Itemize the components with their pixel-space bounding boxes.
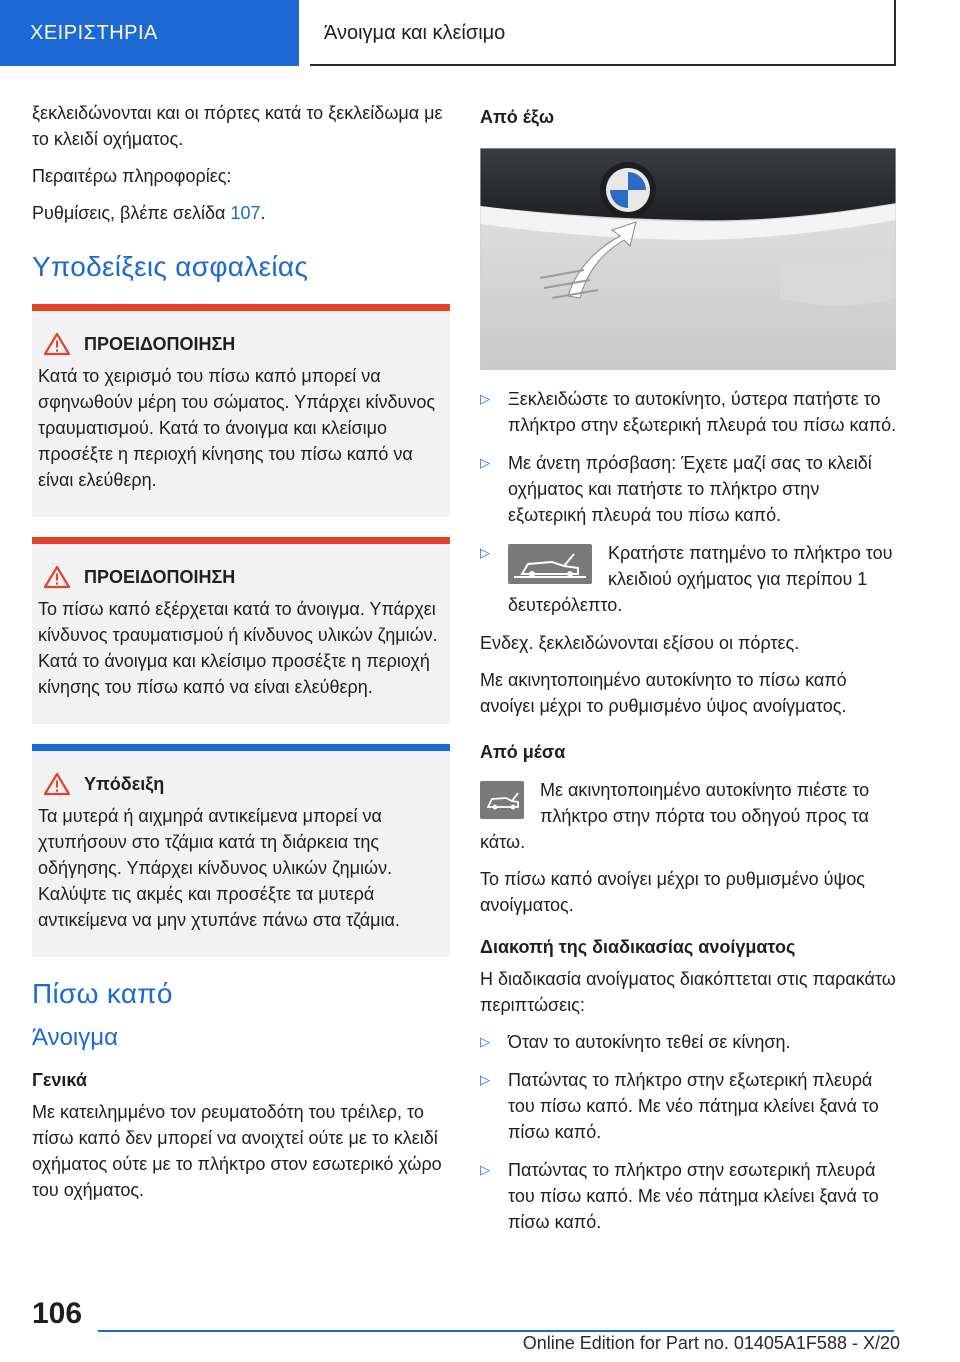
car-trunk-key-icon [508,544,592,584]
warning-bar [32,537,450,544]
bullet-triangle-icon: ▷ [480,455,490,470]
interrupt-list [480,1029,900,1235]
warning-triangle-icon [44,772,70,796]
warning-triangle-icon [44,565,70,589]
warning-text: Κατά το χειρισμό του πίσω καπό μπορεί να σφηνωθούν μέρη του σώματος. Υπάρχει κίνδυνος τραυματισμού. Κατά το άνοιγμα και κλείσιμο προσέξτε η περιοχή κίνησης του πίσω καπό να είναι ελεύθερη. [38,366,436,490]
trunk-heading: Πίσω καπό [32,978,173,1009]
note-bar [32,744,450,751]
outside-heading: Από έξω [480,107,555,127]
page-number: 106 [32,1297,83,1330]
settings-reference-text: Ρυθμίσεις, βλέπε σελίδα [32,203,226,223]
opens-note: Το πίσω καπό ανοίγει μέχρι το ρυθμισμένο ύψος ανοίγματος. [480,869,865,915]
warning-title: ΠΡΟΕΙΔΟΠΟΙΗΣΗ [84,567,236,587]
warning-text: Το πίσω καπό εξέρχεται κατά το άνοιγμα. Υπάρχει κίνδυνος τραυματισμού ή κίνδυνος υλικών ζημιών. Κατά το άνοιγμα και κλείσιμο προσέξτε η περιοχή κίνησης του πίσω καπό να είναι ελεύθερη. [38,599,438,697]
general-text: Με κατειλημμένο τον ρευματοδότη του τρέιλερ, το πίσω καπό δεν μπορεί να ανοιχτεί ούτε με το κλειδί οχήματος ούτε με το πλήκτρο στον εσωτερικό χώρο του οχήματος. [32,1102,442,1200]
note-title: Υπόδειξη [84,774,165,794]
list-item: ▷ Όταν το αυτοκίνητο τεθεί σε κίνηση. [480,1029,900,1055]
list-item: ▷ Ξεκλειδώστε το αυτοκίνητο, ύστερα πατήστε το πλήκτρο στην εξωτερική πλευρά του πίσω καπό. [480,386,900,438]
note-box [32,744,450,957]
bullet-triangle-icon: ▷ [480,1034,490,1049]
settings-reference-end: . [260,203,266,223]
list-item: ▷ Πατώντας το πλήκτρο στην εξωτερική πλευρά του πίσω καπό. Με νέο πάτημα κλείνει ξανά το πίσω καπό. [480,1067,900,1145]
edition-info: Online Edition for Part no. 01405A1F588 - X/20 [522,1333,900,1353]
list-item: ▷ Με άνετη πρόσβαση: Έχετε μαζί σας το κλειδί οχήματος και πατήστε το πλήκτρο στην εξωτερική πλευρά του πίσω καπό. [480,450,900,528]
warning-bar [32,304,450,311]
doors-note: Ενδεχ. ξεκλειδώνονται εξίσου οι πόρτες. [480,633,800,653]
bullet-triangle-icon: ▷ [480,391,490,406]
safety-heading: Υποδείξεις ασφαλείας [32,251,309,282]
page-link[interactable]: 107 [230,203,261,223]
general-heading: Γενικά [32,1070,87,1090]
warning-box-2 [32,537,450,724]
car-trunk-button-icon [480,781,524,819]
chapter-title: Άνοιγμα και κλείσιμο [310,0,896,66]
more-info-label: Περαιτέρω πληροφορίες: [32,166,232,186]
bullet-triangle-icon: ▷ [480,1072,490,1087]
immobile-note: Με ακινητοποιημένο αυτοκίνητο το πίσω καπό ανοίγει μέχρι το ρυθμισμένο ύψος ανοίγματος. [480,670,847,716]
inside-paragraph: Με ακινητοποιημένο αυτοκίνητο πιέστε το πλήκτρο στην πόρτα του οδηγού προς τα κάτω. [480,780,870,852]
warning-title: ΠΡΟΕΙΔΟΠΟΙΗΣΗ [84,334,236,354]
right-column [480,100,900,1247]
section-tab: ΧΕΙΡΙΣΤΗΡΙΑ [0,0,299,66]
bullet-triangle-icon: ▷ [480,545,490,560]
trunk-button-photo [480,148,896,370]
left-column [32,100,450,1214]
outside-steps-list [480,386,900,618]
warning-box-1 [32,304,450,517]
bullet-triangle-icon: ▷ [480,1162,490,1177]
interrupt-text: Η διαδικασία ανοίγματος διακόπτεται στις παρακάτω περιπτώσεις: [480,969,896,1015]
inside-heading: Από μέσα [480,742,566,762]
interrupt-heading: Διακοπή της διαδικασίας ανοίγματος [480,937,796,957]
note-text: Τα μυτερά ή αιχμηρά αντικείμενα μπορεί να χτυπήσουν στο τζάμια κατά τη διάρκεια της οδήγησης. Υπάρχει κίνδυνος υλικών ζημιών. Καλύψτε τις ακμές και προσέξτε τα μυτερά αντικείμενα να μην χτυπάνε πάνω στα τζάμια. [38,806,400,930]
settings-reference [32,200,450,226]
intro-paragraph: ξεκλειδώνονται και οι πόρτες κατά το ξεκλείδωμα με το κλειδί οχήματος. [32,103,443,149]
warning-triangle-icon [44,332,70,356]
footer-divider [98,1330,894,1332]
opening-heading: Άνοιγμα [32,1024,118,1051]
list-item: ▷ Πατώντας το πλήκτρο στην εσωτερική πλευρά του πίσω καπό. Με νέο πάτημα κλείνει ξανά το πίσω καπό. [480,1157,900,1235]
page-header [0,0,960,66]
list-item: ▷ Κρατήστε πατημένο το πλήκτρο του κλειδιού οχήματος για περίπου 1 δευτερόλεπτο. [480,540,900,618]
